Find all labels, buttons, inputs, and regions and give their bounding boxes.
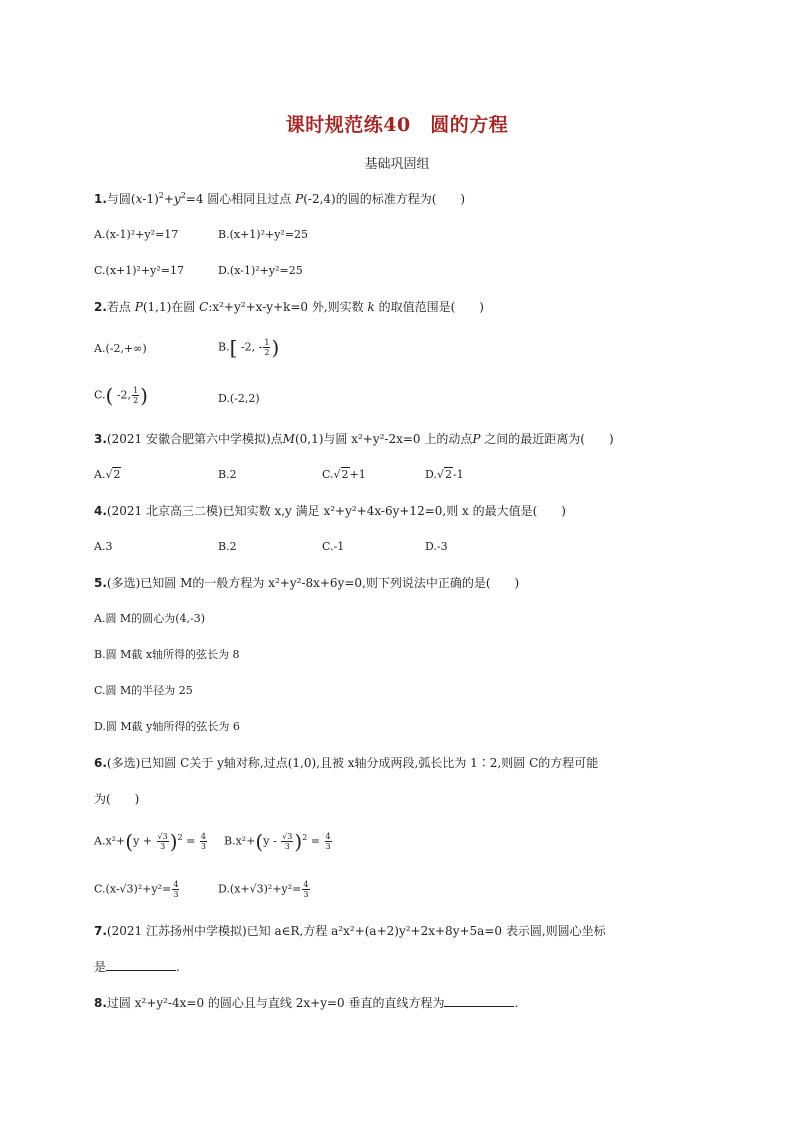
page-title: 课时规范练40 圆的方程 <box>285 114 509 136</box>
question-1-option-b: B.(x+1)²+y²=25 <box>218 228 309 241</box>
question-3-option-c: C.√2+1 <box>322 468 366 481</box>
answer-blank[interactable] <box>106 958 176 971</box>
question-6-option-d: D.(x+√3)²+y²= $\frac{4}{3}$ <box>218 880 309 899</box>
question-8-stem: 8.过圆 x²+y²-4x=0 的圆心且与直线 2x+y=0 垂直的直线方程为 . <box>94 996 519 1010</box>
question-5-option-c: C.圆 M的半径为 25 <box>94 684 193 697</box>
question-7-stem-line-2: 是 . <box>94 960 180 974</box>
question-6-option-c: C.(x-√3)²+y²= $\frac{4}{3}$ <box>94 880 179 899</box>
question-1-stem: 1.与圆$(x-1)^2+y^2=4$ 圆心相同且过点 P(-2,4)的圆的标准方程为( ) <box>94 191 466 206</box>
question-1-option-a: A.(x-1)²+y²=17 <box>94 228 179 241</box>
question-4-stem: 4.(2021 北京高三二模)已知实数 x,y 满足 x²+y²+4x-6y+12=0,则 x 的最大值是( ) <box>94 504 566 518</box>
question-2-stem: 2.若点 P(1,1)在圆 C:x²+y²+x-y+k=0 外,则实数 k 的取值范围是( ) <box>94 300 484 314</box>
answer-blank[interactable] <box>444 994 514 1007</box>
question-1-option-c: C.(x+1)²+y²=17 <box>94 264 184 277</box>
question-5-stem: 5.(多选)已知圆 M的一般方程为 x²+y²-8x+6y=0,则下列说法中正确的是( ) <box>94 576 520 590</box>
question-6-stem-line-1: 6.(多选)已知圆 C关于 y轴对称,过点(1,0),且被 x轴分成两段,弧长比为 1∶2,则圆 C的方程可能 <box>94 756 599 770</box>
question-5-option-b: B.圆 M截 x轴所得的弦长为 8 <box>94 648 240 661</box>
question-1-option-d: D.(x-1)²+y²=25 <box>218 264 303 277</box>
question-3-option-d: D.√2-1 <box>425 468 464 481</box>
question-5-option-d: D.圆 M截 y轴所得的弦长为 6 <box>94 720 240 733</box>
question-7-stem-line-1: 7.(2021 江苏扬州中学模拟)已知 a∈R,方程 a²x²+(a+2)y²+2x+8y+5a=0 表示圆,则圆心坐标 <box>94 924 606 938</box>
question-4-option-c: C.-1 <box>322 540 345 553</box>
question-6-option-a: A.x²+(y + $\frac{√3}{3}$ )$^2$ = $\frac{4}{3}$ <box>94 829 206 854</box>
question-3-stem: 3.(2021 安徽合肥第六中学模拟)点M(0,1)与圆 x²+y²-2x=0 上的动点P 之间的最近距离为( ) <box>94 432 614 446</box>
question-2-option-d: D.(-2,2) <box>218 392 260 405</box>
question-2-option-b: B.[ -2, - $\frac{1}{2}$ ) <box>218 335 280 360</box>
question-4-option-d: D.-3 <box>425 540 448 553</box>
question-3-option-b: B.2 <box>218 468 237 481</box>
question-2-option-a: A.(-2,+∞) <box>94 342 147 355</box>
question-4-option-a: A.3 <box>94 540 113 553</box>
question-5-option-a: A.圆 M的圆心为(4,-3) <box>94 612 205 625</box>
section-title: 基础巩固组 <box>364 157 430 172</box>
question-6-stem-line-2: 为( ) <box>94 792 140 806</box>
question-3-option-a: A.√2 <box>94 468 121 481</box>
question-2-option-c: C.( -2, $\frac{1}{2}$ ) <box>94 383 148 408</box>
question-6-option-b: B.x²+(y - $\frac{√3}{3}$ )$^2$ = $\frac{4}{3}$ <box>224 829 331 854</box>
question-4-option-b: B.2 <box>218 540 237 553</box>
